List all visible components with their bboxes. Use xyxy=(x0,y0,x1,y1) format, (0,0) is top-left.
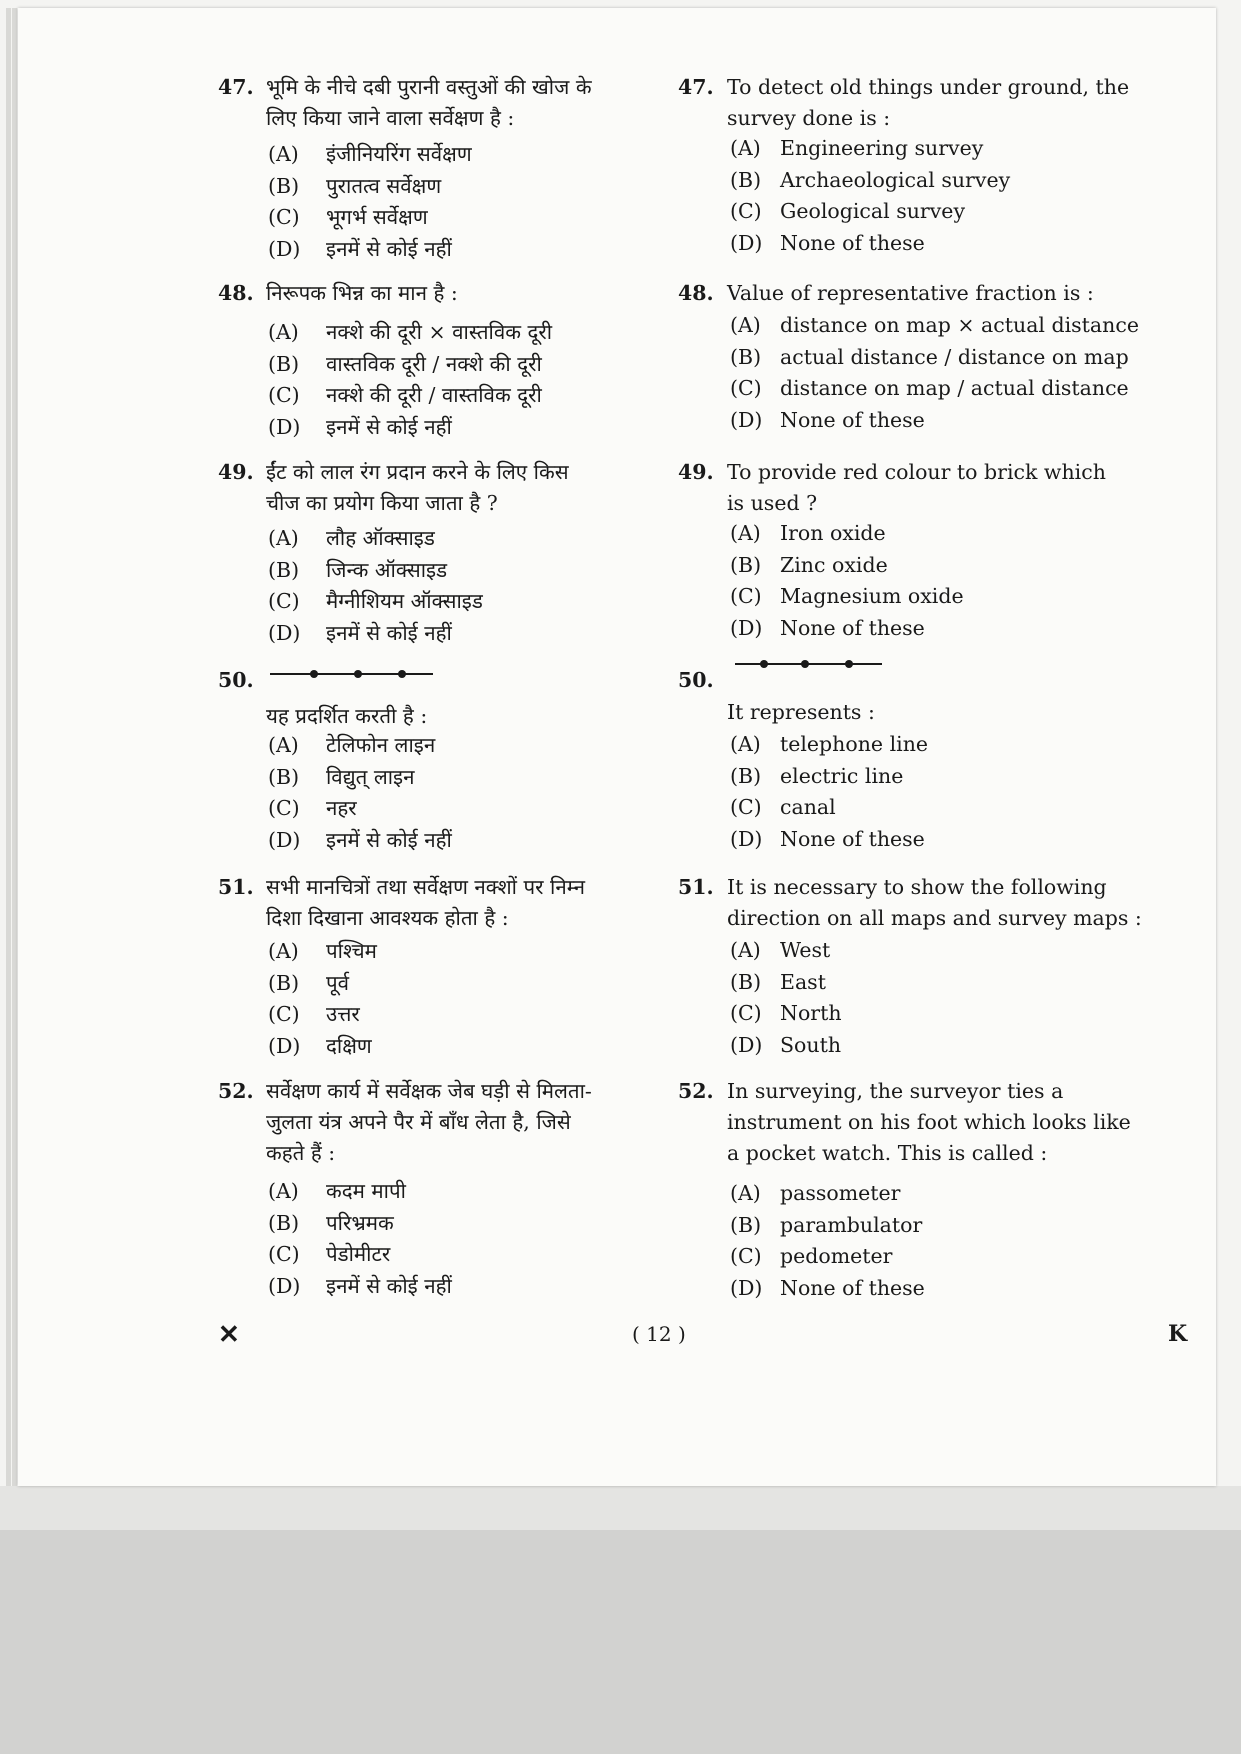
option-label: (B) xyxy=(268,764,300,789)
option-text: इंजीनियरिंग सर्वेक्षण xyxy=(326,142,472,166)
exam-page xyxy=(18,8,1216,1486)
option-label: (D) xyxy=(268,1033,301,1058)
option-label: (C) xyxy=(730,376,762,400)
answer-option[interactable] xyxy=(268,728,435,762)
answer-option[interactable] xyxy=(730,790,836,824)
cross-mark: ✕ xyxy=(218,1320,240,1350)
option-text: parambulator xyxy=(780,1212,923,1237)
answer-option[interactable] xyxy=(268,616,452,650)
question-stem-line: Value of representative fraction is : xyxy=(727,281,1094,305)
option-text: None of these xyxy=(780,230,925,255)
question-number: 52. xyxy=(678,1079,714,1103)
option-text: Zinc oxide xyxy=(780,552,888,577)
question-stem-line: It represents : xyxy=(727,700,875,724)
option-text: मैग्नीशियम ऑक्साइड xyxy=(326,589,483,613)
option-text: पश्चिम xyxy=(326,939,377,963)
option-label: (D) xyxy=(268,827,301,852)
map-symbol-dot xyxy=(398,670,406,678)
question-stem-line: भूमि के नीचे दबी पुरानी वस्तुओं की खोज के xyxy=(266,75,592,99)
question-number: 52. xyxy=(218,1079,254,1103)
question-stem-line: सभी मानचित्रों तथा सर्वेक्षण नक्शों पर निम्न xyxy=(266,875,586,899)
page-stack-edge xyxy=(12,8,17,1508)
option-label: (C) xyxy=(268,205,300,229)
option-label: (D) xyxy=(268,236,301,261)
answer-option[interactable] xyxy=(730,403,925,437)
option-text: नहर xyxy=(326,796,357,820)
option-text: नक्शे की दूरी / वास्तविक दूरी xyxy=(326,383,542,407)
option-text: लौह ऑक्साइड xyxy=(326,526,435,550)
option-label: (B) xyxy=(268,970,300,995)
option-label: (D) xyxy=(730,230,763,255)
option-label: (C) xyxy=(268,1002,300,1026)
option-text: North xyxy=(780,1001,842,1025)
option-text: पूर्व xyxy=(326,970,350,995)
option-text: दक्षिण xyxy=(326,1033,372,1058)
map-symbol-dot xyxy=(354,670,362,678)
question-number: 49. xyxy=(218,460,254,484)
answer-option[interactable] xyxy=(730,1208,922,1242)
question-stem-line: लिए किया जाने वाला सर्वेक्षण है : xyxy=(266,106,515,130)
series-letter: K xyxy=(1168,1321,1188,1347)
answer-option[interactable] xyxy=(730,965,826,999)
option-label: (A) xyxy=(268,142,299,166)
option-label: (C) xyxy=(268,796,300,820)
option-text: distance on map / actual distance xyxy=(780,376,1129,400)
answer-option[interactable] xyxy=(268,1174,406,1208)
answer-option[interactable] xyxy=(268,1237,390,1271)
option-label: (B) xyxy=(730,552,762,577)
option-label: (B) xyxy=(730,1212,762,1237)
option-label: (B) xyxy=(268,557,300,582)
option-text: passometer xyxy=(780,1181,901,1205)
answer-option[interactable] xyxy=(730,548,888,582)
answer-option[interactable] xyxy=(730,308,1139,342)
option-text: परिभ्रमक xyxy=(326,1210,394,1235)
question-stem-line: In surveying, the surveyor ties a xyxy=(727,1079,1064,1103)
option-text: टेलिफोन लाइन xyxy=(326,733,436,757)
option-text: Magnesium oxide xyxy=(780,584,964,608)
answer-option[interactable] xyxy=(268,553,447,587)
option-label: (D) xyxy=(268,414,301,439)
option-text: इनमें से कोई नहीं xyxy=(326,827,452,852)
answer-option[interactable] xyxy=(268,1269,452,1303)
option-text: विद्युत् लाइन xyxy=(326,764,415,789)
answer-option[interactable] xyxy=(730,1271,925,1305)
answer-option[interactable] xyxy=(268,791,357,825)
option-label: (B) xyxy=(730,969,762,994)
option-text: None of these xyxy=(780,826,925,851)
question-number: 51. xyxy=(218,875,254,899)
question-number: 50. xyxy=(218,668,254,692)
option-text: जिन्क ऑक्साइड xyxy=(326,557,448,582)
option-label: (A) xyxy=(730,313,761,337)
option-label: (A) xyxy=(268,1179,299,1203)
question-stem-line: ईंट को लाल रंग प्रदान करने के लिए किस xyxy=(266,460,569,484)
question-number: 51. xyxy=(678,875,714,899)
answer-option[interactable] xyxy=(268,137,472,171)
answer-option[interactable] xyxy=(268,934,377,968)
map-symbol-dot xyxy=(760,660,768,668)
question-stem-line: कहते हैं : xyxy=(266,1141,336,1165)
option-label: (D) xyxy=(730,407,763,432)
question-stem-line: दिशा दिखाना आवश्यक होता है : xyxy=(266,906,509,930)
option-text: pedometer xyxy=(780,1244,893,1268)
option-label: (D) xyxy=(268,620,301,645)
option-label: (D) xyxy=(730,1032,763,1057)
answer-option[interactable] xyxy=(730,371,1129,405)
option-label: (A) xyxy=(730,521,761,545)
question-number: 48. xyxy=(218,281,254,305)
option-label: (C) xyxy=(268,1242,300,1266)
option-label: (D) xyxy=(730,1275,763,1300)
option-text: नक्शे की दूरी × वास्तविक दूरी xyxy=(326,320,553,344)
answer-option[interactable] xyxy=(730,759,903,793)
answer-option[interactable] xyxy=(268,347,542,381)
question-stem-line: instrument on his foot which looks like xyxy=(727,1110,1131,1134)
option-text: electric line xyxy=(780,763,904,788)
option-text: telephone line xyxy=(780,732,929,756)
question-stem-line: निरूपक भिन्न का मान है : xyxy=(266,281,458,305)
option-text: distance on map × actual distance xyxy=(780,313,1139,337)
answer-option[interactable] xyxy=(730,1028,841,1062)
answer-option[interactable] xyxy=(268,200,428,234)
option-text: उत्तर xyxy=(326,1002,360,1026)
option-text: भूगर्भ सर्वेक्षण xyxy=(326,205,428,229)
question-stem-line: To detect old things under ground, the xyxy=(727,75,1130,99)
question-stem-line: a pocket watch. This is called : xyxy=(727,1141,1048,1165)
answer-option[interactable] xyxy=(730,516,886,550)
map-symbol-dot xyxy=(845,660,853,668)
answer-option[interactable] xyxy=(268,966,349,1000)
option-text: इनमें से कोई नहीं xyxy=(326,414,452,439)
map-symbol-dot xyxy=(310,670,318,678)
answer-option[interactable] xyxy=(268,1029,372,1063)
option-text: South xyxy=(780,1032,842,1057)
question-number: 50. xyxy=(678,668,714,692)
answer-option[interactable] xyxy=(730,194,965,228)
question-stem-line: जुलता यंत्र अपने पैर में बाँध लेता है, जिसे xyxy=(266,1110,571,1134)
option-label: (A) xyxy=(730,938,761,962)
option-text: इनमें से कोई नहीं xyxy=(326,1273,452,1298)
option-text: पेडोमीटर xyxy=(326,1242,391,1266)
option-label: (A) xyxy=(268,320,299,344)
page-number: ( 12 ) xyxy=(632,1322,686,1346)
option-text: Engineering survey xyxy=(780,136,984,160)
option-label: (B) xyxy=(268,351,300,376)
option-text: West xyxy=(780,938,831,962)
question-stem-line: चीज का प्रयोग किया जाता है ? xyxy=(266,491,498,515)
option-text: East xyxy=(780,969,826,994)
question-stem-line: To provide red colour to brick which xyxy=(727,460,1106,484)
option-label: (C) xyxy=(730,1244,762,1268)
option-text: None of these xyxy=(780,407,925,432)
option-label: (C) xyxy=(730,1001,762,1025)
option-text: कदम मापी xyxy=(326,1179,406,1203)
option-label: (B) xyxy=(730,763,762,788)
option-label: (A) xyxy=(268,526,299,550)
answer-option[interactable] xyxy=(268,584,483,618)
option-label: (C) xyxy=(730,584,762,608)
option-text: पुरातत्व सर्वेक्षण xyxy=(326,173,442,198)
question-stem-line: सर्वेक्षण कार्य में सर्वेक्षक जेब घड़ी से मिलता- xyxy=(266,1079,592,1103)
answer-option[interactable] xyxy=(268,169,441,203)
question-number: 48. xyxy=(678,281,714,305)
option-text: Iron oxide xyxy=(780,521,886,545)
option-label: (A) xyxy=(268,733,299,757)
answer-option[interactable] xyxy=(268,410,452,444)
option-label: (A) xyxy=(730,732,761,756)
scanner-fold xyxy=(0,1486,1241,1530)
option-text: None of these xyxy=(780,615,925,640)
answer-option[interactable] xyxy=(268,760,414,794)
option-label: (D) xyxy=(730,615,763,640)
option-label: (B) xyxy=(730,167,762,192)
map-symbol-line xyxy=(270,673,433,675)
option-label: (B) xyxy=(730,344,762,369)
option-label: (D) xyxy=(730,826,763,851)
option-label: (C) xyxy=(268,589,300,613)
question-number: 47. xyxy=(678,75,714,99)
answer-option[interactable] xyxy=(268,997,360,1031)
option-text: इनमें से कोई नहीं xyxy=(326,620,452,645)
answer-option[interactable] xyxy=(730,933,830,967)
page-stack-edge xyxy=(6,8,11,1508)
option-label: (D) xyxy=(268,1273,301,1298)
option-label: (B) xyxy=(268,173,300,198)
option-label: (C) xyxy=(730,795,762,819)
option-text: इनमें से कोई नहीं xyxy=(326,236,452,261)
answer-option[interactable] xyxy=(730,1176,900,1210)
answer-option[interactable] xyxy=(730,1239,892,1273)
question-stem-line: direction on all maps and survey maps : xyxy=(727,906,1142,930)
answer-option[interactable] xyxy=(730,163,1010,197)
option-label: (A) xyxy=(268,939,299,963)
question-stem-line: यह प्रदर्शित करती है : xyxy=(266,704,428,728)
option-text: Geological survey xyxy=(780,199,966,223)
option-label: (B) xyxy=(268,1210,300,1235)
answer-option[interactable] xyxy=(268,1206,394,1240)
option-text: Archaeological survey xyxy=(780,167,1011,192)
answer-option[interactable] xyxy=(268,315,552,349)
option-text: actual distance / distance on map xyxy=(780,344,1129,369)
answer-option[interactable] xyxy=(268,232,452,266)
scanner-background xyxy=(0,1530,1241,1754)
answer-option[interactable] xyxy=(268,521,435,555)
answer-option[interactable] xyxy=(730,579,964,613)
answer-option[interactable] xyxy=(730,611,925,645)
answer-option[interactable] xyxy=(730,996,842,1030)
answer-option[interactable] xyxy=(268,823,452,857)
question-number: 47. xyxy=(218,75,254,99)
question-stem-line: It is necessary to show the following xyxy=(727,875,1107,899)
answer-option[interactable] xyxy=(730,226,925,260)
answer-option[interactable] xyxy=(730,822,925,856)
answer-option[interactable] xyxy=(268,378,542,412)
answer-option[interactable] xyxy=(730,131,983,165)
answer-option[interactable] xyxy=(730,727,928,761)
option-text: canal xyxy=(780,795,836,819)
option-text: None of these xyxy=(780,1275,925,1300)
option-label: (A) xyxy=(730,1181,761,1205)
question-stem-line: survey done is : xyxy=(727,106,891,130)
option-label: (C) xyxy=(730,199,762,223)
option-label: (C) xyxy=(268,383,300,407)
question-stem-line: is used ? xyxy=(727,491,818,515)
map-symbol-dot xyxy=(801,660,809,668)
option-text: वास्तविक दूरी / नक्शे की दूरी xyxy=(326,351,542,376)
question-number: 49. xyxy=(678,460,714,484)
option-label: (A) xyxy=(730,136,761,160)
answer-option[interactable] xyxy=(730,340,1129,374)
